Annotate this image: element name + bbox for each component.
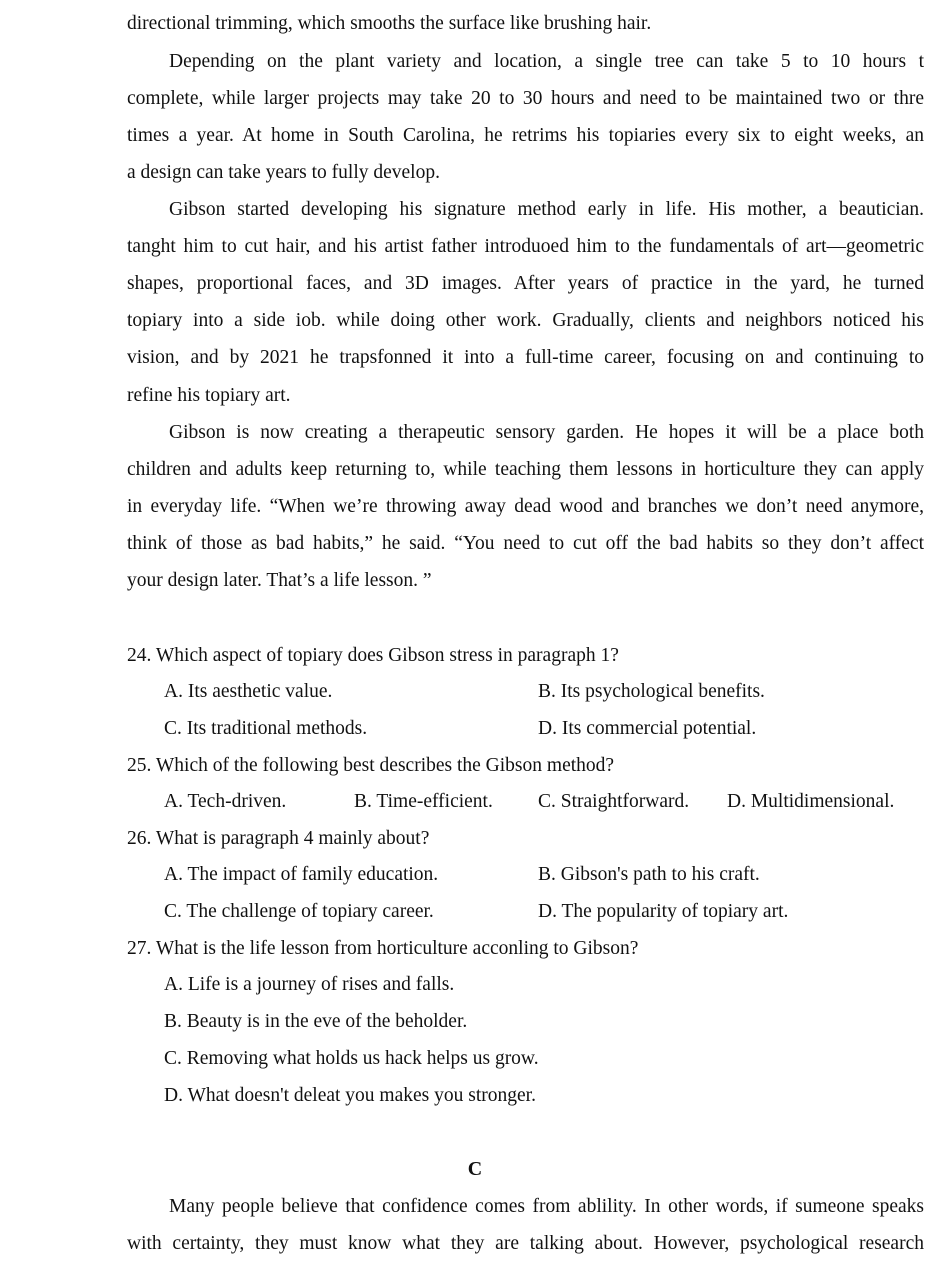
passage-line: topiary into a side iob. while doing other work. Gradually, clients and neighbors noticed his: [127, 310, 924, 331]
passage-line: refine his topiary art.: [127, 385, 291, 406]
question-24-option-a[interactable]: A. Its aesthetic value.: [164, 681, 333, 702]
passage-line: times a year. At home in South Carolina, he retrims his topiaries every six to eight weeks, an: [127, 125, 924, 146]
question-25-option-c[interactable]: C. Straightforward.: [538, 791, 690, 812]
question-27-stem: 27. What is the life lesson from horticulture acconling to Gibson?: [127, 938, 639, 959]
question-25-stem: 25. Which of the following best describes the Gibson method?: [127, 755, 615, 776]
question-27-option-b[interactable]: B. Beauty is in the eve of the beholder.: [164, 1011, 468, 1032]
passage-line: Gibson started developing his signature method early in life. His mother, a beautician.: [169, 199, 924, 220]
question-24-option-d[interactable]: D. Its commercial potential.: [538, 718, 757, 739]
section-c-line: Many people believe that confidence comes from ablility. In other words, if sumeone speaks: [169, 1196, 924, 1217]
passage-line: children and adults keep returning to, while teaching them lessons in horticulture they can apply: [127, 459, 924, 480]
question-24-option-b[interactable]: B. Its psychological benefits.: [538, 681, 765, 702]
passage-line: directional trimming, which smooths the surface like brushing hair.: [127, 13, 652, 34]
question-24-stem: 24. Which aspect of topiary does Gibson stress in paragraph 1?: [127, 645, 619, 666]
question-27-option-d[interactable]: D. What doesn't deleat you makes you stronger.: [164, 1085, 536, 1106]
question-26-stem: 26. What is paragraph 4 mainly about?: [127, 828, 430, 849]
question-24-option-c[interactable]: C. Its traditional methods.: [164, 718, 368, 739]
question-27-option-a[interactable]: A. Life is a journey of rises and falls.: [164, 974, 455, 995]
passage-line: complete, while larger projects may take 20 to 30 hours and need to be maintained two or thre: [127, 88, 924, 109]
question-25-option-a[interactable]: A. Tech-driven.: [164, 791, 287, 812]
passage-line: Depending on the plant variety and location, a single tree can take 5 to 10 hours t: [169, 51, 924, 72]
passage-line: in everyday life. “When we’re throwing away dead wood and branches we don’t need anymore,: [127, 496, 924, 517]
question-26-option-c[interactable]: C. The challenge of topiary career.: [164, 901, 434, 922]
section-c-heading: C: [467, 1158, 483, 1180]
section-c-line: with certainty, they must know what they are talking about. However, psychological research: [127, 1233, 924, 1254]
question-27-option-c[interactable]: C. Removing what holds us hack helps us grow.: [164, 1048, 539, 1069]
passage-line: think of those as bad habits,” he said. “You need to cut off the bad habits so they don’t affect: [127, 533, 924, 554]
question-25-option-b[interactable]: B. Time-efficient.: [354, 791, 493, 812]
passage-line: your design later. That’s a life lesson. ”: [127, 570, 432, 591]
question-26-option-a[interactable]: A. The impact of family education.: [164, 864, 439, 885]
passage-line: shapes, proportional faces, and 3D images. After years of practice in the yard, he turned: [127, 273, 924, 294]
question-26-option-b[interactable]: B. Gibson's path to his craft.: [538, 864, 760, 885]
passage-line: Gibson is now creating a therapeutic sensory garden. He hopes it will be a place both: [169, 422, 924, 443]
passage-line: tanght him to cut hair, and his artist father introduoed him to the fundamentals of art—geometric: [127, 236, 924, 257]
passage-line: vision, and by 2021 he trapsfonned it into a full-time career, focusing on and continuing to: [127, 347, 924, 368]
passage-line: a design can take years to fully develop.: [127, 162, 440, 183]
question-25-option-d[interactable]: D. Multidimensional.: [727, 791, 895, 812]
question-26-option-d[interactable]: D. The popularity of topiary art.: [538, 901, 789, 922]
